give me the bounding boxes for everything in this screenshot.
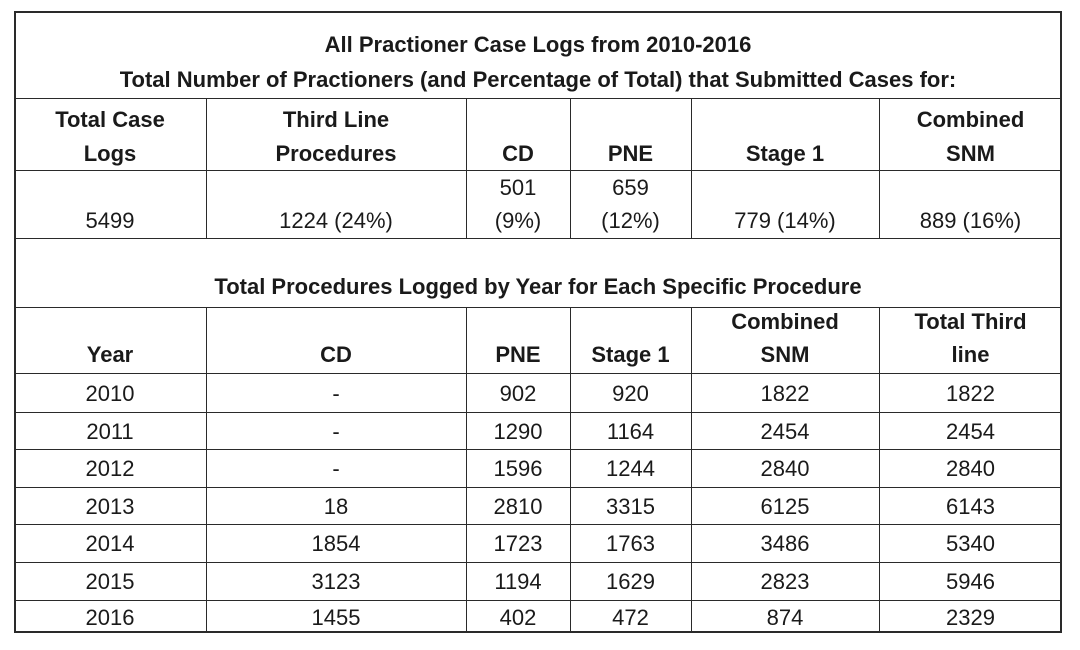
table-cell: 2016: [85, 604, 135, 630]
yearly-header-cell: CD: [320, 342, 352, 367]
table-cell: 1763: [606, 531, 655, 556]
summary-header-cell: Total Case: [55, 107, 165, 132]
table-cell: 3315: [606, 493, 655, 519]
table-cell: 2840: [760, 456, 810, 481]
summary-value-cell: 501: [499, 175, 537, 200]
summary-header-cell: Stage 1: [745, 141, 825, 166]
summary-header-cell: Logs: [83, 141, 137, 166]
table-cell: 6143: [946, 493, 995, 519]
table-title: All Practioner Case Logs from 2010-2016: [324, 32, 752, 57]
table-cell: 2015: [85, 569, 135, 594]
yearly-header-cell: PNE: [495, 342, 541, 367]
table-cell: 2013: [85, 493, 135, 519]
summary-value-cell: 659: [612, 175, 649, 200]
summary-header-cell: PNE: [607, 141, 654, 166]
table-cell: 1244: [606, 456, 655, 481]
table-cell: 2810: [493, 493, 543, 519]
summary-value-cell: (12%): [601, 208, 660, 233]
table-cell: 2329: [946, 604, 995, 630]
table-cell: 2823: [760, 569, 810, 594]
table-cell: 402: [499, 604, 537, 630]
table-rule: [14, 487, 1062, 488]
summary-header-cell: SNM: [946, 141, 995, 166]
section-title: Total Procedures Logged by Year for Each Specific Procedure: [214, 274, 862, 299]
table-cell: 1629: [606, 569, 655, 594]
summary-header-cell: Combined: [916, 107, 1025, 132]
summary-header-cell: CD: [502, 141, 534, 166]
table-cell: -: [332, 380, 340, 406]
table-cell: 2454: [946, 418, 995, 444]
yearly-header-cell: SNM: [760, 342, 810, 367]
yearly-header-cell: Total Third: [914, 309, 1027, 334]
table-cell: 1723: [493, 531, 543, 556]
table-cell: 2012: [85, 456, 135, 481]
yearly-header-cell: Combined: [731, 309, 839, 334]
table-cell: 2010: [85, 380, 135, 406]
table-cell: 874: [766, 604, 804, 630]
table-cell: 1822: [760, 380, 810, 406]
table-cell: 1854: [311, 531, 361, 556]
table-cell: 472: [612, 604, 649, 630]
summary-header-cell: Procedures: [275, 141, 397, 166]
table-rule: [14, 562, 1062, 563]
table-cell: 920: [612, 380, 649, 406]
table-cell: 3123: [311, 569, 361, 594]
table-cell: -: [332, 456, 340, 481]
summary-value-cell: 5499: [85, 208, 135, 233]
summary-value-cell: (9%): [494, 208, 542, 233]
table-cell: 5340: [946, 531, 995, 556]
yearly-header-cell: Stage 1: [591, 342, 670, 367]
table-cell: 2011: [86, 418, 134, 444]
table-cell: 1164: [606, 418, 655, 444]
table-rule: [14, 412, 1062, 413]
table-subtitle: Total Number of Practioners (and Percentage of Total) that Submitted Cases for:: [119, 67, 957, 92]
summary-value-cell: 889 (16%): [919, 208, 1022, 233]
summary-value-cell: 1224 (24%): [279, 208, 393, 233]
table-cell: 2014: [85, 531, 135, 556]
table-rule: [14, 524, 1062, 525]
table-rule: [14, 373, 1062, 374]
table-cell: 902: [499, 380, 537, 406]
table-cell: 2840: [946, 456, 995, 481]
table-rule: [14, 449, 1062, 450]
table-cell: 1455: [311, 604, 361, 630]
table-rule: [14, 98, 1062, 99]
table-cell: 2454: [760, 418, 810, 444]
yearly-header-cell: Year: [86, 342, 134, 367]
summary-value-cell: 779 (14%): [734, 208, 836, 233]
table-cell: -: [332, 418, 340, 444]
table-rule: [14, 238, 1062, 239]
table-cell: 1194: [494, 569, 542, 594]
table-cell: 6125: [760, 493, 810, 519]
summary-header-cell: Third Line: [282, 107, 390, 132]
table-cell: 1596: [493, 456, 543, 481]
table-cell: 3486: [760, 531, 810, 556]
table-cell: 1822: [946, 380, 995, 406]
table-cell: 5946: [946, 569, 995, 594]
table-cell: 1290: [493, 418, 543, 444]
table-cell: 18: [323, 493, 349, 519]
yearly-header-cell: line: [951, 342, 990, 367]
